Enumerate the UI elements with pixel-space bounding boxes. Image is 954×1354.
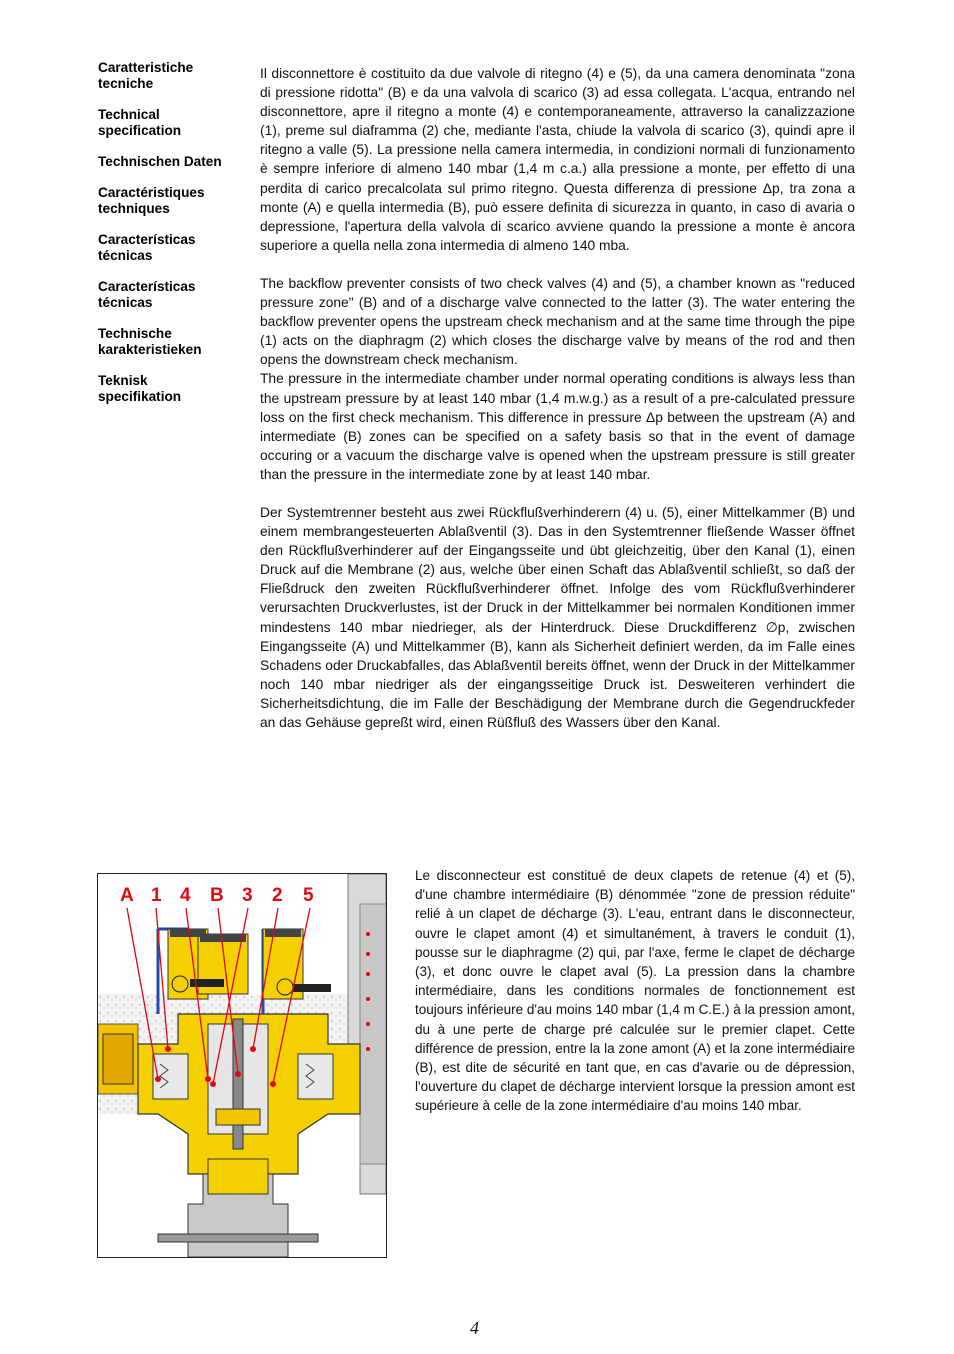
cutaway-drawing [98,874,386,1257]
label-3: 3 [242,885,253,906]
heading-french: Caractéristiques techniques [98,185,205,216]
label-2: 2 [272,885,283,906]
heading-italian: Caratteristiche tecniche [98,60,194,91]
heading-german: Technischen Daten [98,154,222,169]
label-4: 4 [180,885,191,906]
label-5: 5 [303,885,314,906]
label-1: 1 [151,885,162,906]
heading-portuguese: Características técnicas [98,279,196,310]
heading-dutch: Technische karakteristieken [98,326,202,357]
paragraph-english-1: The backflow preventer consists of two check valves (4) and (5), a chamber known as "reduced pressure zone" (B) and of a discharge valve connected to the latter (3). The water entering the backflow preventer opens the upstream check mechanism and at the same time through the pipe (1) acts on the diaphragm (2) which closes the discharge valve by means of the rod and then opens the downstream check mechanism. [260,275,855,368]
label-B: B [210,885,224,906]
label-A: A [120,885,134,906]
heading-spanish: Características técnicas [98,232,196,263]
clamp-screw [158,1234,318,1242]
outlet-pipe [360,904,386,1164]
language-sidebar [98,60,253,420]
paragraph-italian: Il disconnettore è costituito da due valvole di ritegno (4) e (5), da una camera denominata "zona di pressione ridotta" (B) e da una valvola di scarico (3) ad essa collegata. L'acqua, entrando nel disconnettore, apre il ritegno a monte (4) e contemporaneamente, attraverso la canalizzazione (1), preme sul diaframma (2) che, mediante l'asta, chiude la valvola di scarico (3), quindi apre il ritegno a valle (5). La pressione nella camera intermedia, in condizioni normali di funzionamento è sempre inferiore di almeno 140 mbar (1,4 m c.a.) alla pressione a monte, per effetto di una perdita di carico precalcolata sul primo ritegno. Questa differenza di pressione Δp, tra zona a monte (A) e quella intermedia (B), può essere definita di sicurezza in quanto, in caso di avaria o depressione, l'apertura della valvola di scarico avviene quando la pressione a monte è ancora superiore a quella nella zona intermedia di almeno 140 mba. [260,66,855,253]
heading-english: Technical specification [98,107,182,138]
backflow-preventer-diagram [97,873,387,1258]
valve-rod [233,1019,243,1149]
paragraph-german: Der Systemtrenner besteht aus zwei Rückflußverhinderern (4) u. (5), einer Mittelkammer (B) und einem membrangesteuerten Ablaßventil (3). Das in den Systemtrenner fließende Wasser öffnet den Rückflußverhinderer auf der Eingangsseite und übt gleichzeitig, über den Kanal (1), einen Druck auf die Membrane (2) aus, welche über einen Schaft das Ablaßventil schließt, so daß der Fließdruck den zweiten Rückflußverhinderer öffnet. Infolge des vom Rückflußverhinderer verursachten Druckverlustes, ist der Druck in der Mittelkammer bei normalen Konditionen immer mindestens 140 mbar niedrieger, als der Hinterdruck. Diese Druckdifferenz ∅p, zwischen Eingangsseite (A) und Mittelkammer (B), kann als Sicherheit definiert werden, da im Falle eines Schadens oder Druckabfalles, das Ablaßventil bereits öffnet, wenn der Druck in der Mittelkammer noch 140 mbar niedriger als der eingangsseitige Druck ist. Desweiteren verhindert die Sicherheitsdichtung, die im Falle der Beschädigung der Membrane durch die Gegendruckfeder an das Gehäuse gepreßt wird, einen Rüßfluß des Wassers über den Kanal. [260,504,855,730]
paragraph-english-2: The pressure in the intermediate chamber under normal operating conditions is always less than the upstream pressure by at least 140 mbar (1,4 m.w.g.) as a result of a pre-calculated pressure loss on the first check mechanism. This difference in pressure Δp between the upstream (A) and intermediate (B) zones can be specified on a safety basis so that in the event of damage occuring or a vacuum the discharge valve is opened when the upstream pressure is still greater than the pressure in the intermediate zone by at least 140 mbar. [260,371,855,482]
main-text [260,64,855,732]
paragraph-french: Le disconnecteur est constitué de deux clapets de retenue (4) et (5), d'une chambre intermédiaire (B) dénommée "zone de pression réduite" relié à un clapet de décharge (3). L'eau, entrant dans le disconnecteur, ouvre le clapet amont (4) et simultanément, à travers le conduit (1), pousse sur le diaphragme (2) qui, par l'axe, ferme le clapet de décharge (3), et donc ouvre le clapet aval (5). La pression dans la chambre intermédiaire, dans les conditions normales de fonctionnement est toujours inférieure d'au moins 140 mbar (1,4 m C.E.) à la pression amont, du à une perte de charge pré calculée sur le premier clapet. Cette différence de pression, entre la la zone amont (A) et la zone intermédiaire (B), est dite de sécurité en tant que, en cas d'avarie ou de dépression, l'ouverture du clapet de décharge intervient lorsque la pression amont est supérieure à celle de la zone intermédiaire d'au moins 140 mbar. [415,868,855,1114]
heading-swedish: Teknisk specifikation [98,373,182,404]
page-number: 4 [470,1318,479,1338]
